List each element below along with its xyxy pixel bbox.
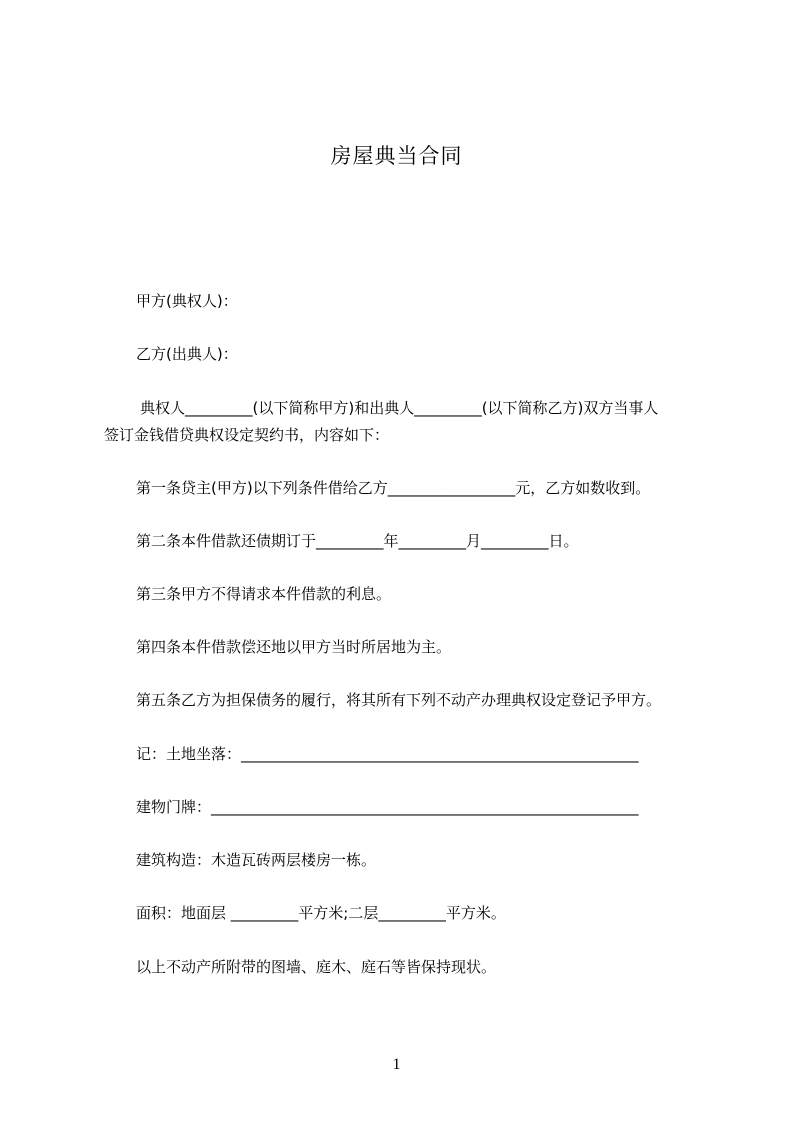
article-1: 第一条贷主(甲方)以下列条件借给乙方_________________元，乙方如数收到。 (136, 479, 651, 497)
document-title: 房屋典当合同 (330, 144, 463, 168)
area-line: 面积：地面层 _________平方米;二层_________平方米。 (136, 904, 506, 922)
party-b-line: 乙方(出典人)： (136, 345, 238, 363)
article-2: 第二条本件借款还债期订于_________年_________月_________日。 (136, 532, 579, 550)
intro-line-2: 签订金钱借贷典权设定契约书，内容如下： (104, 426, 390, 444)
attachments-line: 以上不动产所附带的图墙、庭木、庭石等皆保持现状。 (136, 958, 497, 976)
page-number: 1 (392, 1056, 401, 1073)
building-plate-line: 建物门牌：_________________________________________________________ (136, 798, 639, 816)
intro-line-1: 典权人_________(以下简称甲方)和出典人_________(以下简称乙方)双方当事人 (140, 399, 659, 417)
article-5: 第五条乙方为担保债务的履行，将其所有下列不动产办理典权设定登记予甲方。 (136, 691, 662, 709)
article-4: 第四条本件借款偿还地以甲方当时所居地为主。 (136, 638, 452, 656)
article-3: 第三条甲方不得请求本件借款的利息。 (136, 585, 392, 603)
land-location-line: 记：土地坐落：_____________________________________________________ (136, 745, 639, 763)
construction-line: 建筑构造：木造瓦砖两层楼房一栋。 (136, 851, 377, 869)
party-a-line: 甲方(典权人)： (136, 292, 238, 310)
